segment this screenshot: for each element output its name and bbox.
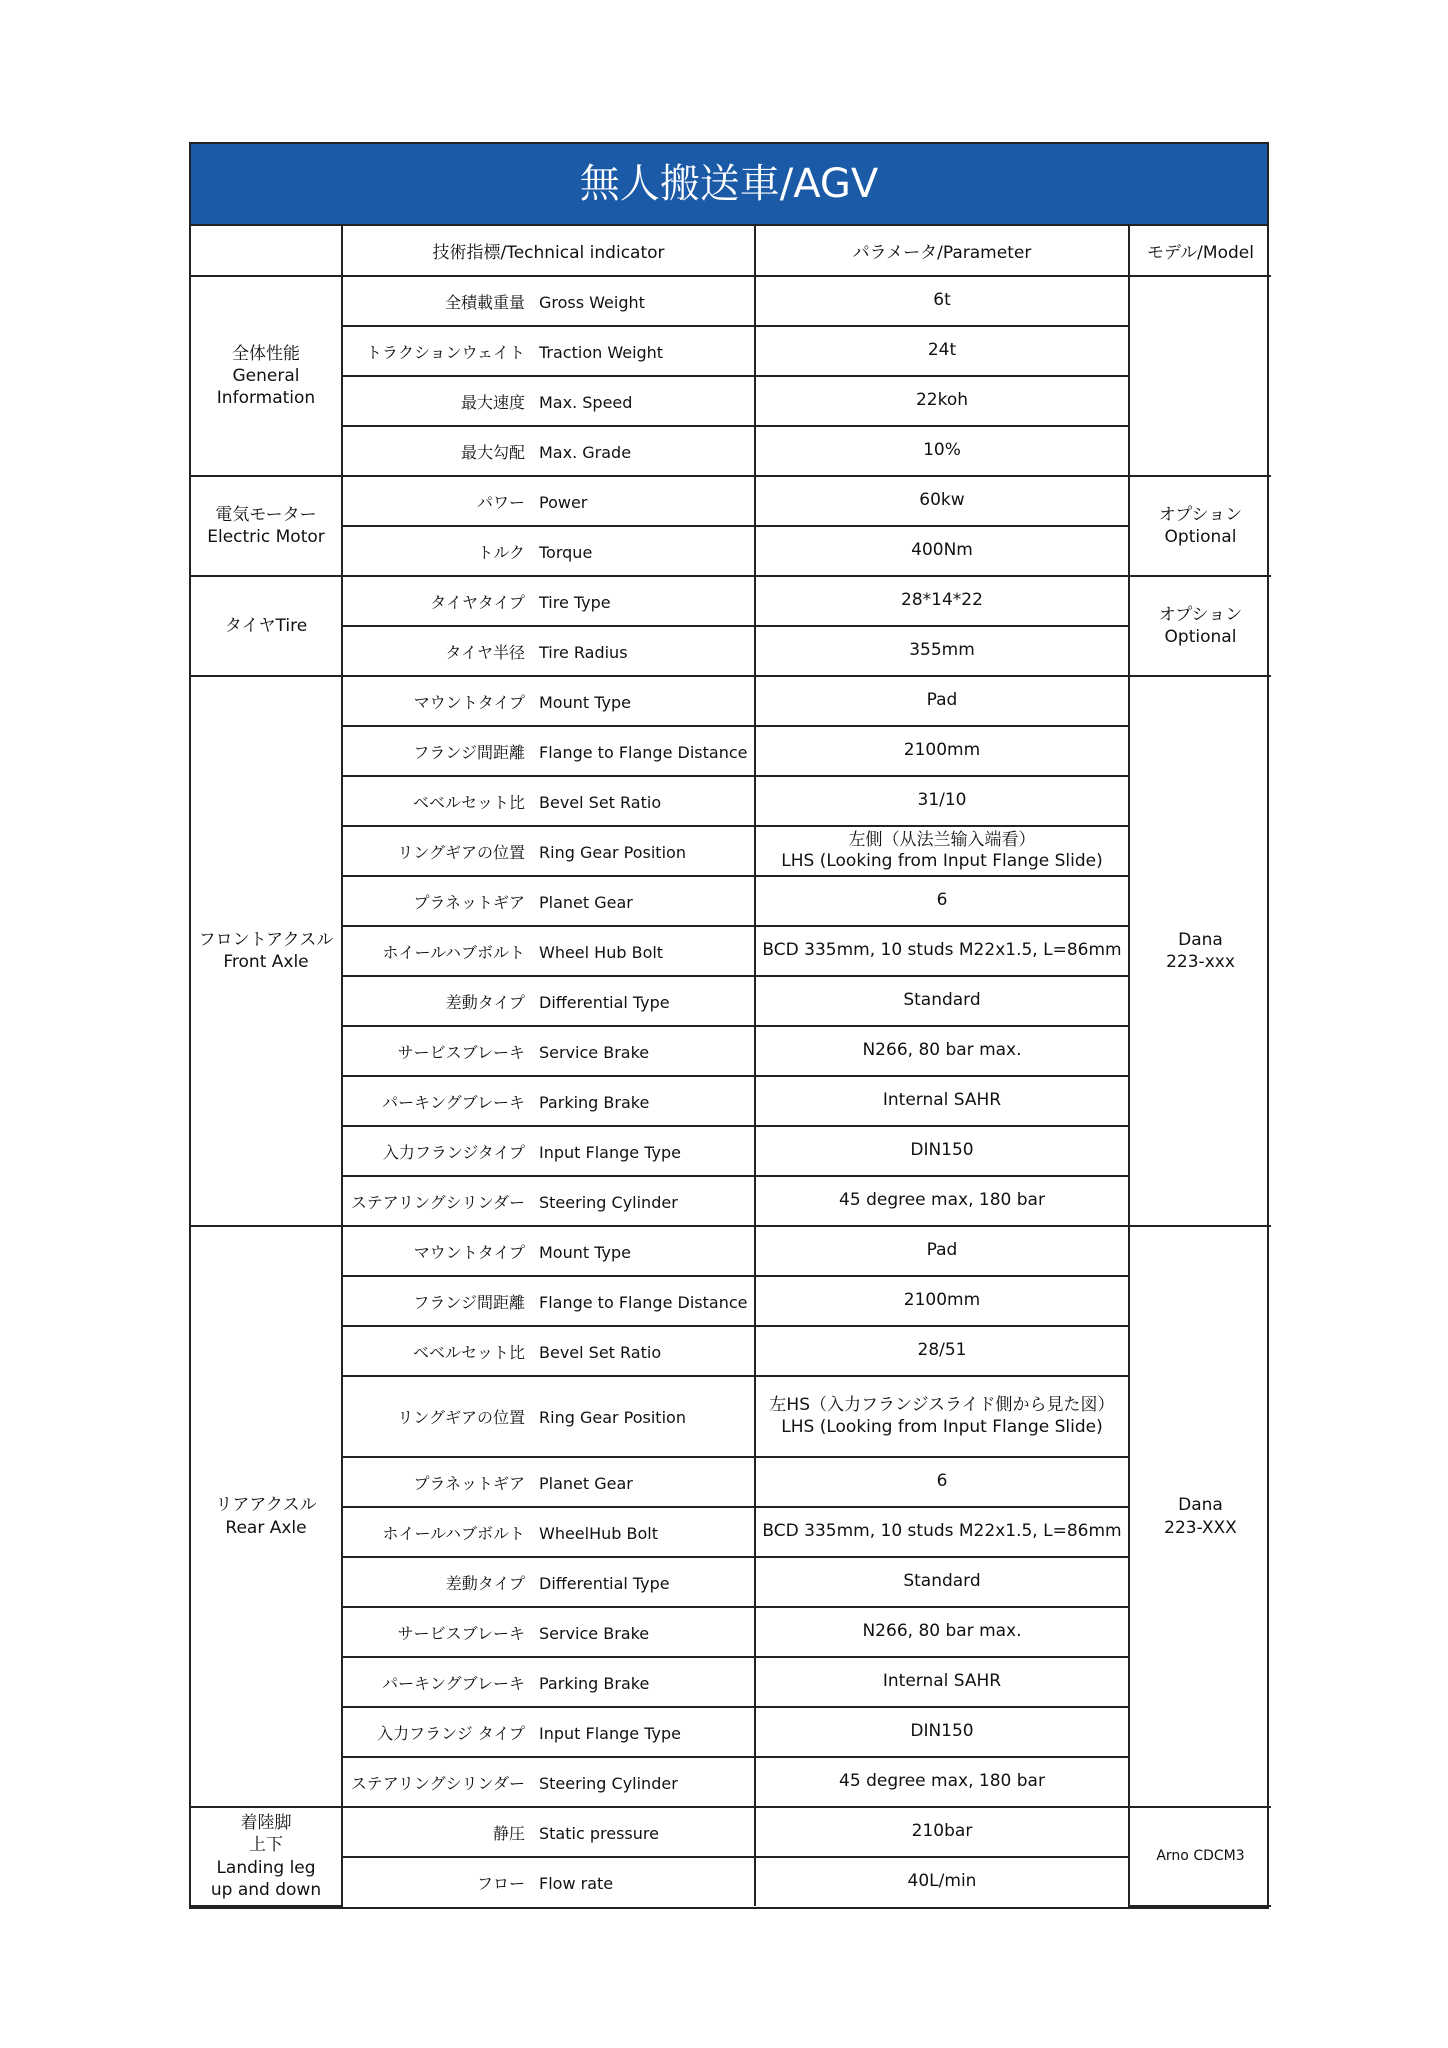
- indicator-jp: ホイールハブボルト: [382, 942, 525, 962]
- group-label-line: リアアクスル: [215, 1495, 317, 1516]
- indicator-en: Traction Weight: [539, 342, 664, 362]
- indicator-jp: 全積載重量: [444, 292, 525, 312]
- parameter-cell: [755, 576, 1129, 626]
- group-label: [191, 476, 342, 576]
- indicator-jp: リングギアの位置: [397, 842, 525, 862]
- spec-row: [191, 526, 1271, 576]
- indicator-jp: 入力フランジ タイプ: [377, 1723, 525, 1743]
- indicator-jp: リングギアの位置: [397, 1408, 525, 1427]
- parameter-cell: [755, 976, 1129, 1026]
- parameter-value: LHS (Looking from Input Flange Slide): [781, 1416, 1103, 1437]
- parameter-value: 400Nm: [911, 540, 973, 561]
- parameter-cell: [755, 1126, 1129, 1176]
- parameter-cell: [755, 1807, 1129, 1857]
- parameter-value: 40L/min: [907, 1871, 977, 1892]
- indicator-cell: [342, 1026, 755, 1076]
- indicator-jp: パワー: [476, 492, 525, 512]
- indicator-en: Max. Grade: [539, 442, 632, 462]
- group-label-line: up and down: [210, 1879, 322, 1900]
- indicator-en: Planet Gear: [539, 1473, 633, 1493]
- parameter-value: Internal SAHR: [882, 1671, 1002, 1692]
- indicator-jp: ホイールハブボルト: [382, 1523, 525, 1543]
- indicator-cell: [342, 1757, 755, 1807]
- indicator-cell: [342, 1807, 755, 1857]
- group-label-line: 全体性能: [232, 343, 300, 364]
- group-label-line: フロントアクスル: [198, 929, 334, 950]
- parameter-cell: [755, 676, 1129, 726]
- indicator-cell: [342, 426, 755, 476]
- spec-row: [191, 676, 1271, 726]
- parameter-cell: [755, 626, 1129, 676]
- indicator-en: Mount Type: [539, 692, 631, 712]
- parameter-value: 10%: [923, 440, 961, 461]
- indicator-jp: フランジ間距離: [413, 742, 525, 762]
- parameter-cell: [755, 726, 1129, 776]
- group-label-line: タイヤTire: [224, 615, 308, 636]
- spec-row: [191, 576, 1271, 626]
- model-value: Optional: [1164, 627, 1237, 647]
- parameter-value: 左側（从法兰输入端看）: [848, 829, 1036, 850]
- parameter-cell: [755, 1076, 1129, 1126]
- model-cell: [1129, 576, 1271, 676]
- indicator-cell: [342, 1276, 755, 1326]
- indicator-jp: サービスブレーキ: [397, 1623, 525, 1643]
- parameter-cell: [755, 1557, 1129, 1607]
- header-indicator: 技術指標/Technical indicator: [342, 226, 755, 276]
- header-row: [191, 226, 1271, 276]
- parameter-cell: [755, 1757, 1129, 1807]
- parameter-value: 2100mm: [903, 740, 981, 761]
- spec-table: [191, 226, 1271, 1907]
- indicator-en: Mount Type: [539, 1242, 631, 1262]
- spec-sheet: [189, 142, 1269, 1909]
- parameter-cell: [755, 1276, 1129, 1326]
- parameter-cell: [755, 876, 1129, 926]
- group-label-line: Electric Motor: [207, 527, 325, 547]
- indicator-jp: トラクションウェイト: [365, 342, 525, 362]
- parameter-cell: [755, 1226, 1129, 1276]
- indicator-cell: [342, 576, 755, 626]
- indicator-en: Input Flange Type: [539, 1723, 681, 1743]
- model-value: Dana: [1178, 929, 1223, 950]
- group-label-line: 電気モーター: [215, 504, 317, 525]
- parameter-value: 24t: [927, 340, 957, 361]
- indicator-en: Planet Gear: [539, 892, 633, 912]
- spec-row: [191, 1807, 1271, 1857]
- parameter-cell: [755, 826, 1129, 876]
- parameter-value: BCD 335mm, 10 studs M22x1.5, L=86mm: [762, 940, 1122, 961]
- indicator-cell: [342, 1126, 755, 1176]
- indicator-en: Power: [539, 492, 588, 512]
- parameter-cell: [755, 1707, 1129, 1757]
- spec-row: [191, 876, 1271, 926]
- indicator-jp: 差動タイプ: [445, 1573, 525, 1593]
- indicator-cell: [342, 876, 755, 926]
- spec-row: [191, 976, 1271, 1026]
- parameter-cell: [755, 1026, 1129, 1076]
- model-cell: [1129, 276, 1271, 476]
- parameter-cell: [755, 776, 1129, 826]
- spec-row: [191, 1657, 1271, 1707]
- spec-row: [191, 1376, 1271, 1457]
- indicator-en: Ring Gear Position: [539, 842, 686, 862]
- spec-row: [191, 1457, 1271, 1507]
- indicator-jp: 静圧: [492, 1823, 525, 1843]
- group-label: [191, 1226, 342, 1807]
- spec-row: [191, 476, 1271, 526]
- indicator-jp: 入力フランジタイプ: [382, 1142, 525, 1162]
- spec-row: [191, 1607, 1271, 1657]
- indicator-en: Torque: [539, 542, 593, 562]
- indicator-en: Flange to Flange Distance: [539, 742, 748, 762]
- indicator-en: Flow rate: [539, 1873, 614, 1893]
- spec-table-body: [191, 226, 1271, 1906]
- parameter-cell: [755, 1176, 1129, 1226]
- indicator-cell: [342, 1226, 755, 1276]
- indicator-jp: 最大速度: [460, 392, 525, 412]
- spec-row: [191, 326, 1271, 376]
- indicator-cell: [342, 276, 755, 326]
- indicator-cell: [342, 626, 755, 676]
- group-label-line: 着陸脚: [240, 1813, 292, 1834]
- model-value: 223-xxx: [1166, 952, 1235, 972]
- indicator-cell: [342, 1557, 755, 1607]
- spec-row: [191, 1857, 1271, 1906]
- model-value: Optional: [1164, 527, 1237, 547]
- parameter-value: N266, 80 bar max.: [862, 1040, 1022, 1061]
- group-label-line: Information: [216, 388, 316, 409]
- indicator-jp: ステアリングシリンダー: [350, 1192, 525, 1212]
- indicator-cell: [342, 476, 755, 526]
- indicator-cell: [342, 826, 755, 876]
- parameter-value: 6: [936, 890, 948, 911]
- indicator-cell: [342, 726, 755, 776]
- indicator-cell: [342, 1376, 755, 1457]
- parameter-cell: [755, 1607, 1129, 1657]
- parameter-cell: [755, 1376, 1129, 1457]
- parameter-cell: [755, 526, 1129, 576]
- indicator-en: Tire Type: [539, 592, 611, 612]
- parameter-value: 左HS（入力フランジスライド側から見た図）: [769, 1395, 1115, 1416]
- indicator-jp: トルク: [477, 542, 525, 562]
- model-value: 223-XXX: [1164, 1517, 1237, 1538]
- indicator-en: Gross Weight: [539, 292, 645, 312]
- parameter-cell: [755, 1457, 1129, 1507]
- header-model: モデル/Model: [1129, 226, 1271, 276]
- parameter-value: DIN150: [910, 1721, 974, 1742]
- indicator-cell: [342, 1457, 755, 1507]
- indicator-jp: フロー: [476, 1873, 525, 1893]
- indicator-cell: [342, 1326, 755, 1376]
- indicator-en: Service Brake: [539, 1623, 650, 1643]
- parameter-cell: [755, 1857, 1129, 1906]
- parameter-cell: [755, 376, 1129, 426]
- spec-row: [191, 1076, 1271, 1126]
- model-cell: [1129, 676, 1271, 1226]
- indicator-cell: [342, 1076, 755, 1126]
- indicator-en: Steering Cylinder: [539, 1192, 678, 1212]
- indicator-cell: [342, 1176, 755, 1226]
- parameter-value: 6: [936, 1471, 948, 1492]
- indicator-cell: [342, 526, 755, 576]
- parameter-value: 28*14*22: [901, 590, 983, 611]
- indicator-jp: プラネットギア: [413, 1473, 525, 1493]
- parameter-value: 60kw: [919, 490, 965, 511]
- parameter-value: Pad: [926, 1240, 958, 1261]
- indicator-en: Parking Brake: [539, 1673, 650, 1693]
- indicator-en: Input Flange Type: [539, 1142, 681, 1162]
- parameter-value: 210bar: [911, 1821, 973, 1842]
- spec-row: [191, 776, 1271, 826]
- indicator-cell: [342, 326, 755, 376]
- indicator-cell: [342, 1507, 755, 1557]
- spec-row: [191, 726, 1271, 776]
- indicator-cell: [342, 1857, 755, 1906]
- indicator-en: Max. Speed: [539, 392, 633, 412]
- indicator-jp: パーキングブレーキ: [382, 1673, 525, 1693]
- parameter-value: 45 degree max, 180 bar: [839, 1771, 1045, 1792]
- model-cell: [1129, 1226, 1271, 1807]
- indicator-en: Bevel Set Ratio: [539, 1342, 662, 1362]
- indicator-en: Service Brake: [539, 1042, 650, 1062]
- indicator-en: Ring Gear Position: [539, 1408, 686, 1427]
- indicator-cell: [342, 376, 755, 426]
- indicator-cell: [342, 976, 755, 1026]
- parameter-cell: [755, 326, 1129, 376]
- spec-row: [191, 826, 1271, 876]
- indicator-en: Static pressure: [539, 1823, 659, 1843]
- parameter-value: 355mm: [909, 640, 975, 661]
- indicator-en: WheelHub Bolt: [539, 1523, 658, 1543]
- spec-row: [191, 1126, 1271, 1176]
- parameter-value: 6t: [933, 290, 951, 311]
- indicator-en: Differential Type: [539, 1573, 670, 1593]
- indicator-cell: [342, 776, 755, 826]
- parameter-cell: [755, 926, 1129, 976]
- indicator-jp: 差動タイプ: [445, 992, 525, 1012]
- document-title: 無人搬送車/AGV: [191, 144, 1267, 226]
- indicator-cell: [342, 676, 755, 726]
- indicator-en: Steering Cylinder: [539, 1773, 678, 1793]
- spec-row: [191, 1226, 1271, 1276]
- indicator-jp: マウントタイプ: [413, 1242, 525, 1262]
- indicator-jp: タイヤ半径: [445, 642, 525, 662]
- spec-row: [191, 1557, 1271, 1607]
- group-label-line: General: [232, 365, 300, 386]
- model-value: オプション: [1158, 504, 1243, 525]
- model-value: オプション: [1158, 604, 1243, 625]
- parameter-value: 31/10: [917, 790, 967, 811]
- indicator-jp: タイヤタイプ: [430, 592, 525, 612]
- group-label: [191, 276, 342, 476]
- model-cell: [1129, 476, 1271, 576]
- parameter-value: 45 degree max, 180 bar: [839, 1190, 1045, 1211]
- parameter-cell: [755, 1326, 1129, 1376]
- parameter-value: Pad: [926, 690, 958, 711]
- spec-row: [191, 1026, 1271, 1076]
- indicator-jp: パーキングブレーキ: [382, 1092, 525, 1112]
- spec-row: [191, 1326, 1271, 1376]
- model-value: Arno CDCM3: [1156, 1848, 1245, 1865]
- parameter-value: 28/51: [917, 1340, 967, 1361]
- indicator-jp: ステアリングシリンダー: [350, 1773, 525, 1793]
- parameter-value: DIN150: [910, 1140, 974, 1161]
- spec-row: [191, 1176, 1271, 1226]
- indicator-jp: サービスブレーキ: [397, 1042, 525, 1062]
- indicator-cell: [342, 1607, 755, 1657]
- indicator-en: Tire Radius: [539, 642, 628, 662]
- indicator-jp: マウントタイプ: [413, 692, 525, 712]
- indicator-cell: [342, 926, 755, 976]
- model-cell: [1129, 1807, 1271, 1906]
- group-label-line: 上下: [249, 1835, 283, 1856]
- indicator-jp: ベベルセット比: [412, 792, 525, 812]
- group-label: [191, 576, 342, 676]
- indicator-jp: プラネットギア: [413, 892, 525, 912]
- spec-row: [191, 276, 1271, 326]
- parameter-value: 2100mm: [903, 1290, 981, 1311]
- indicator-en: Flange to Flange Distance: [539, 1292, 748, 1312]
- header-blank: [191, 226, 342, 276]
- parameter-cell: [755, 276, 1129, 326]
- parameter-value: N266, 80 bar max.: [862, 1621, 1022, 1642]
- spec-row: [191, 1507, 1271, 1557]
- model-value: Dana: [1178, 1495, 1223, 1516]
- parameter-value: BCD 335mm, 10 studs M22x1.5, L=86mm: [762, 1521, 1122, 1542]
- parameter-cell: [755, 426, 1129, 476]
- spec-row: [191, 1276, 1271, 1326]
- parameter-cell: [755, 476, 1129, 526]
- spec-row: [191, 626, 1271, 676]
- spec-row: [191, 426, 1271, 476]
- spec-row: [191, 1757, 1271, 1807]
- parameter-value: LHS (Looking from Input Flange Slide): [781, 851, 1103, 871]
- indicator-en: Parking Brake: [539, 1092, 650, 1112]
- group-label-line: Landing leg: [216, 1857, 316, 1878]
- group-label: [191, 676, 342, 1226]
- spec-row: [191, 926, 1271, 976]
- indicator-jp: 最大勾配: [460, 442, 525, 462]
- spec-row: [191, 376, 1271, 426]
- group-label: [191, 1807, 342, 1906]
- indicator-cell: [342, 1707, 755, 1757]
- indicator-en: Wheel Hub Bolt: [539, 942, 664, 962]
- indicator-jp: フランジ間距離: [413, 1292, 525, 1312]
- indicator-jp: ベベルセット比: [412, 1342, 525, 1362]
- parameter-value: Standard: [903, 1571, 981, 1592]
- parameter-cell: [755, 1657, 1129, 1707]
- parameter-value: 22koh: [915, 390, 969, 411]
- indicator-en: Differential Type: [539, 992, 670, 1012]
- spec-row: [191, 1707, 1271, 1757]
- indicator-cell: [342, 1657, 755, 1707]
- group-label-line: Front Axle: [223, 952, 309, 972]
- header-parameter: パラメータ/Parameter: [755, 226, 1129, 276]
- parameter-value: Internal SAHR: [882, 1090, 1002, 1111]
- parameter-cell: [755, 1507, 1129, 1557]
- parameter-value: Standard: [903, 990, 981, 1011]
- indicator-en: Bevel Set Ratio: [539, 792, 662, 812]
- group-label-line: Rear Axle: [225, 1517, 307, 1538]
